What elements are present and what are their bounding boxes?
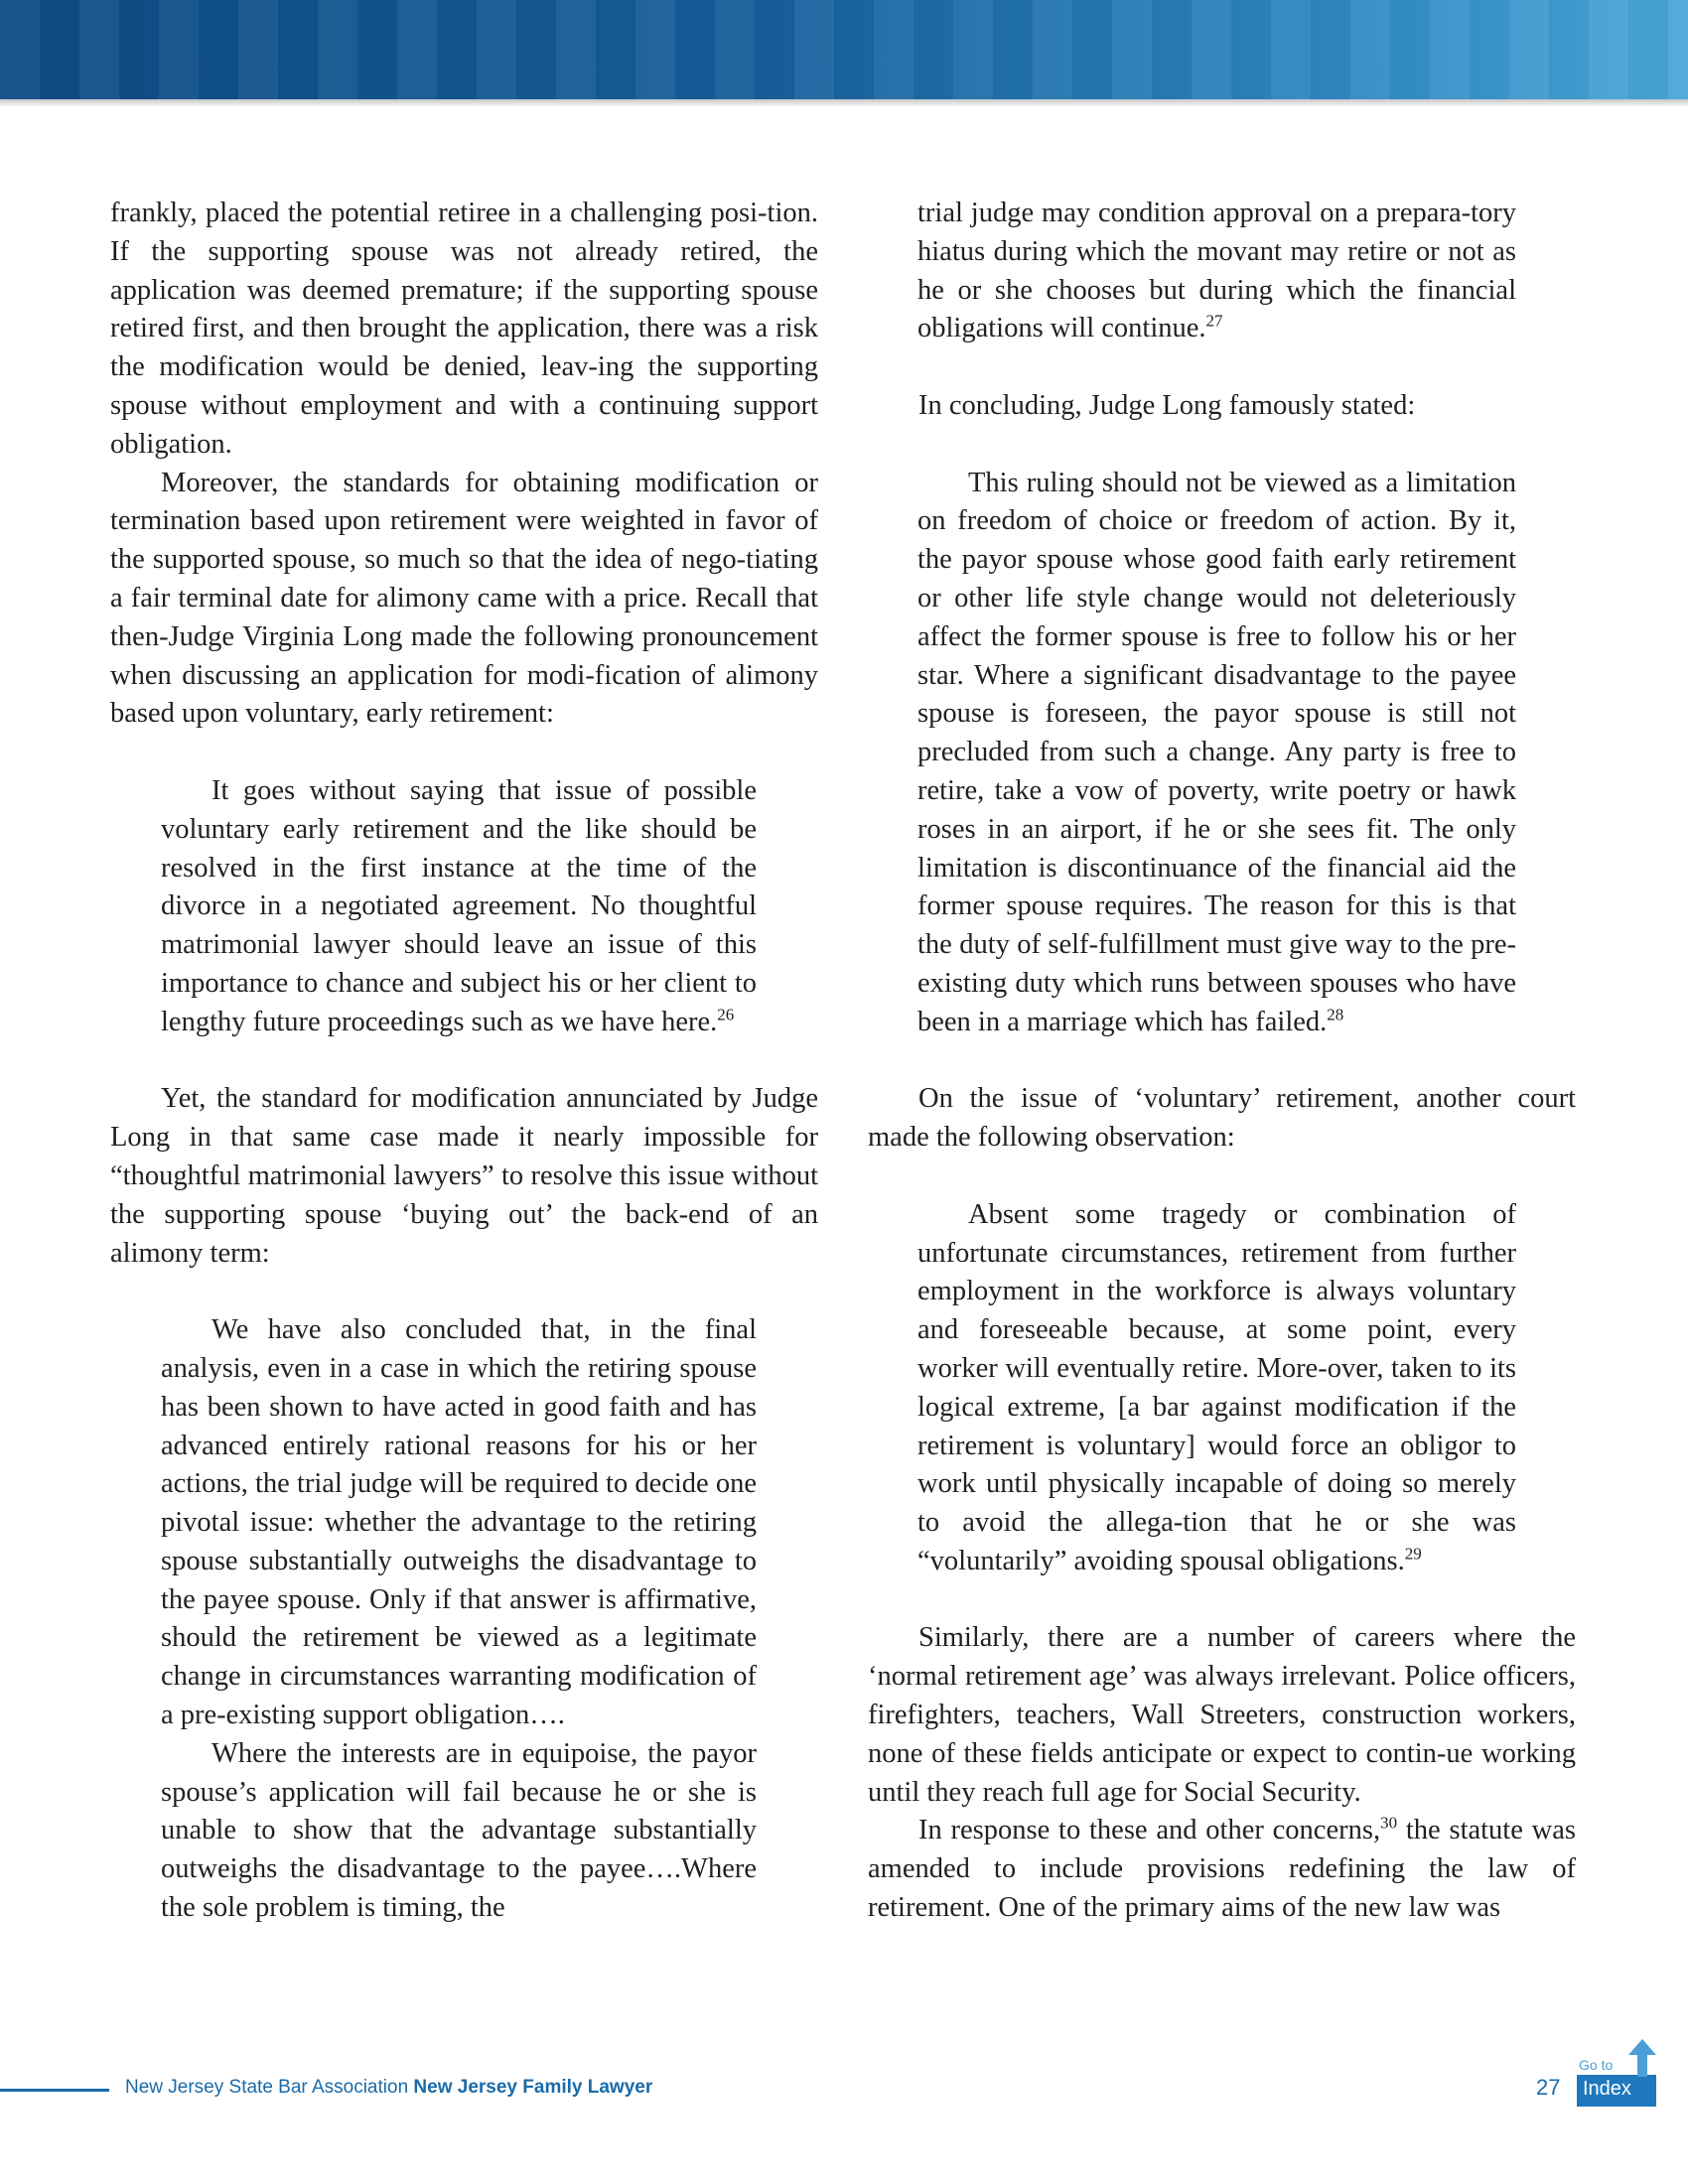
block-quote: Where the interests are in equipoise, the payor spouse’s application will fail because he or she is unable to show that the advantage substantially outweighs the disadvantage to the payee….Where the sole problem is timing, the — [161, 1737, 757, 1924]
block-quote — [917, 465, 1516, 1042]
block-quote — [917, 1196, 1516, 1581]
paragraph-text: In response to these and other concerns, — [918, 1815, 1381, 1846]
paragraph: Moreover, the standards for obtaining modification or termination based upon retirement were weighted in favor of the supported spouse, so much so that the idea of nego-tiating a fair terminal date for alimony came with a price. Recall that then-Judge Virginia Long made the following pronouncement when discussing an application for modi-fication of alimony based upon voluntary, early retirement: — [110, 467, 818, 730]
paragraph: Similarly, there are a number of careers where the ‘normal retirement age’ was always irrelevant. Police officers, firefighters, teachers, Wall Streeters, construction workers, none of these fields anticipate or expect to contin-ue working until they reach full age for Social Security. — [868, 1622, 1576, 1808]
header-shadow — [0, 99, 1688, 107]
paragraph-text: the statute was amended to include provisions redefining the law of retirement. One of the primary aims of the new law was — [868, 1815, 1576, 1924]
paragraph — [868, 1812, 1576, 1927]
header-band — [0, 0, 1688, 99]
index-label: Index — [1583, 2078, 1631, 2100]
footnote-ref[interactable]: 27 — [1205, 311, 1223, 331]
publisher-name: New Jersey State Bar Association — [125, 2077, 409, 2098]
footnote-ref[interactable]: 30 — [1380, 1813, 1398, 1833]
quote-text: trial judge may condition approval on a prepara-tory hiatus during which the movant may retire or not as he or she chooses but during which the financial obligations will continue. — [917, 198, 1516, 344]
block-quote — [161, 772, 757, 1042]
paragraph: In concluding, Judge Long famously stated: — [918, 389, 1416, 421]
footer-rule — [0, 2089, 109, 2092]
right-column — [868, 195, 1576, 1928]
block-quote: We have also concluded that, in the final analysis, even in a case in which the retiring spouse has been shown to have acted in good faith and has advanced entirely rational reasons for his or her actions, the trial judge will be required to decide one pivotal issue: whether the advantage to the retiring spouse substantially outweighs the disadvantage to the payee spouse. Only if that answer is affirmative, should the retirement be viewed as a legitimate change in circumstances warranting modification of a pre-existing support obligation…. — [161, 1314, 757, 1731]
quote-text: It goes without saying that issue of possible voluntary early retirement and the like should be resolved in the first instance at the time of the divorce in a negotiated agreement. No thoughtful matrimonial lawyer should leave an issue of this importance to chance and subject his or her client to lengthy future proceedings such as we have here. — [161, 774, 757, 1037]
left-column — [110, 195, 818, 1928]
go-to-index-button[interactable] — [1577, 2057, 1656, 2109]
up-arrow-icon — [1626, 2035, 1658, 2087]
block-quote-continued — [917, 195, 1516, 348]
page-number: 27 — [1536, 2075, 1561, 2100]
publication-name: New Jersey Family Lawyer — [413, 2077, 653, 2098]
quote-text: This ruling should not be viewed as a limitation on freedom of choice or freedom of action. By it, the payor spouse whose good faith early retirement or other life style change would not deleteriously affect the former spouse is free to follow his or her star. Where a significant disadvantage to the payee spouse is foreseen, the payor spouse is still not precluded from such a change. Any party is free to retire, take a vow of poverty, write poetry or hawk roses in an airport, if he or she sees fit. The only limitation is discontinuance of the financial aid the former spouse requires. The reason for this is that the duty of self-fulfillment must give way to the pre-existing duty which runs between spouses who have been in a marriage which has failed. — [917, 467, 1516, 1037]
quote-text: Absent some tragedy or combination of unfortunate circumstances, retirement from further employment in the workforce is always voluntary and foreseeable because, at some point, every worker will eventually retire. More-over, taken to its logical extreme, [a bar against modification if the retirement is voluntary] would force an obligor to work until physically incapable of doing so merely to avoid the allega-tion that he or she was “voluntarily” avoiding spousal obligations. — [917, 1198, 1516, 1576]
footer-credit — [125, 2077, 652, 2099]
paragraph: Yet, the standard for modification annunciated by Judge Long in that same case made it nearly impossible for “thoughtful matrimonial lawyers” to resolve this issue without the supporting spouse ‘buying out’ the back-end of an alimony term: — [110, 1083, 818, 1269]
footnote-ref[interactable]: 26 — [717, 1005, 735, 1024]
paragraph: frankly, placed the potential retiree in a challenging posi-tion. If the supporting spouse was not already retired, the application was deemed premature; if the supporting spouse retired first, and then brought the application, there was a risk the modification would be denied, leav-ing the supporting spouse without employment and with a continuing support obligation. — [110, 198, 818, 460]
footnote-ref[interactable]: 28 — [1327, 1005, 1344, 1024]
paragraph: On the issue of ‘voluntary’ retirement, another court made the following observation: — [868, 1083, 1576, 1154]
footnote-ref[interactable]: 29 — [1404, 1544, 1422, 1564]
go-to-label: Go to — [1579, 2057, 1614, 2073]
